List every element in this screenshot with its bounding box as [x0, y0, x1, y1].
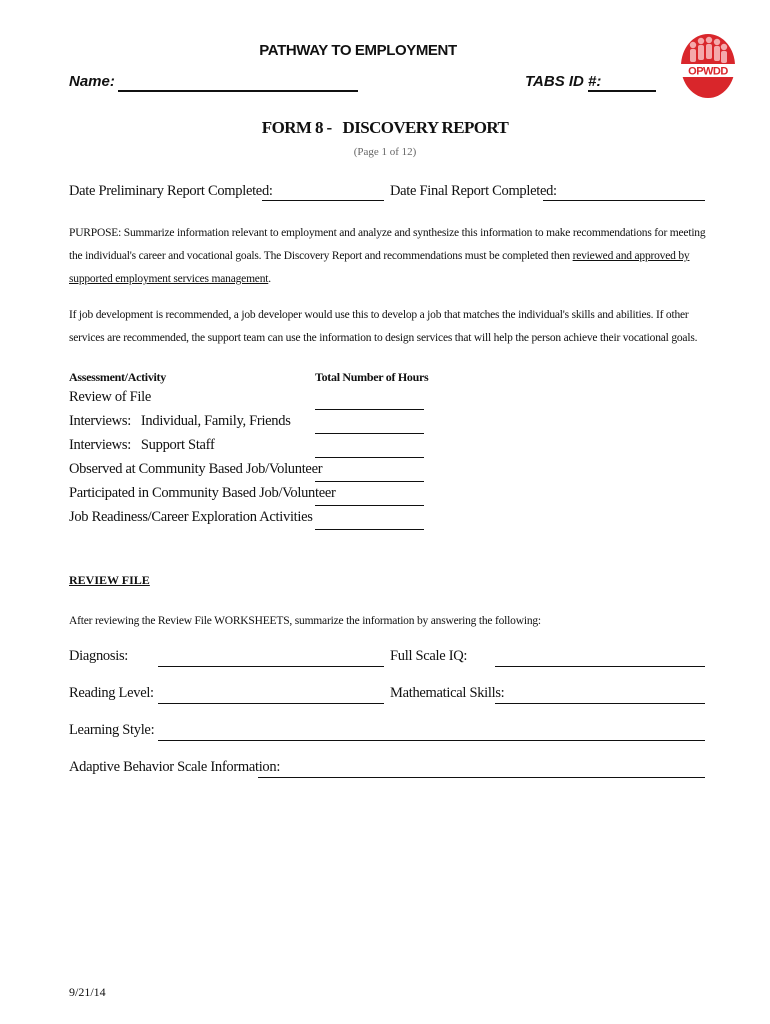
date-final-label: Date Final Report Completed: [390, 183, 557, 199]
assessment-item-review-of-file: Review of File [69, 389, 151, 405]
date-final-field[interactable] [543, 200, 705, 201]
assessment-item-job-readiness: Job Readiness/Career Exploration Activities [69, 509, 313, 525]
assessment-item-observed: Observed at Community Based Job/Volunteer [69, 461, 323, 477]
hours-field-participated[interactable] [315, 505, 424, 506]
tabs-id-field[interactable] [588, 90, 656, 92]
learning-style-field[interactable] [158, 740, 705, 741]
hours-field-interviews-staff[interactable] [315, 457, 424, 458]
learning-style-label: Learning Style: [69, 722, 155, 738]
diagnosis-label: Diagnosis: [69, 648, 129, 664]
assessment-item-participated: Participated in Community Based Job/Volunteer [69, 485, 336, 501]
logo-text: OPWDD [688, 65, 728, 78]
review-file-instructions: After reviewing the Review File WORKSHEETS, summarize the information by answering the following: [69, 615, 541, 627]
name-field[interactable] [118, 90, 358, 92]
hours-field-observed[interactable] [315, 481, 424, 482]
job-development-paragraph: If job development is recommended, a job developer would use this to develop a job that matches the individual's skills and abilities. If other services are recommended, the support team can use the information to design services that will help the person achieve their vocational goals. [69, 309, 698, 344]
hours-field-review-of-file[interactable] [315, 409, 424, 410]
total-hours-header: Total Number of Hours [315, 370, 429, 384]
footer-date: 9/21/14 [69, 985, 106, 999]
diagnosis-field[interactable] [158, 666, 384, 667]
opwdd-logo [679, 32, 737, 100]
math-skills-label: Mathematical Skills: [390, 685, 505, 701]
math-skills-field[interactable] [495, 703, 705, 704]
purpose-paragraph [69, 222, 709, 291]
purpose-text-end: . [268, 273, 271, 285]
assessment-activity-header: Assessment/Activity [69, 370, 166, 384]
page-info: (Page 1 of 12) [353, 146, 417, 158]
purpose-text: : Summarize information relevant to employment and analyze and synthesize this information to make recommendations for meeting the individual's career and vocational goals. The Discovery Report and recommendations must be completed then [69, 227, 706, 262]
date-preliminary-field[interactable] [262, 200, 384, 201]
tabs-id-label: TABS ID #: [525, 73, 602, 90]
purpose-label: PURPOSE [69, 227, 119, 239]
assessment-item-interviews-family: Interviews: Individual, Family, Friends [69, 413, 291, 429]
reading-level-field[interactable] [158, 703, 384, 704]
adaptive-behavior-field[interactable] [258, 777, 705, 778]
hours-field-interviews-family[interactable] [315, 433, 424, 434]
hours-field-job-readiness[interactable] [315, 529, 424, 530]
form-title: FORM 8 - DISCOVERY REPORT [261, 118, 509, 137]
full-scale-iq-field[interactable] [495, 666, 705, 667]
name-label: Name: [69, 73, 115, 90]
review-file-heading: REVIEW FILE [69, 573, 150, 587]
assessment-item-interviews-staff: Interviews: Support Staff [69, 437, 215, 453]
adaptive-behavior-label: Adaptive Behavior Scale Information: [69, 759, 281, 775]
purpose-underlined-text: reviewed and approved by supported employment services management [69, 250, 690, 285]
reading-level-label: Reading Level: [69, 685, 154, 701]
full-scale-iq-label: Full Scale IQ: [390, 648, 468, 664]
program-title: PATHWAY TO EMPLOYMENT [259, 42, 457, 59]
date-preliminary-label: Date Preliminary Report Completed: [69, 183, 273, 199]
